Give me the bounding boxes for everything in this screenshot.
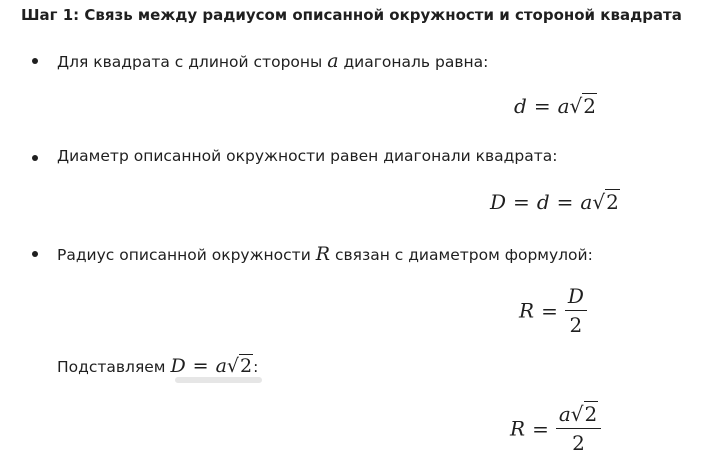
sqrt-symbol: √ (592, 190, 606, 214)
math-D: D (170, 355, 186, 377)
math-a: a (580, 190, 593, 214)
math-equals: = (556, 190, 574, 214)
substitute-colon: : (253, 358, 259, 376)
math-a: a (215, 355, 227, 377)
section-heading: Шаг 1: Связь между радиусом описанной окружности и стороной квадрата (21, 6, 682, 24)
fraction-denominator: 2 (569, 313, 583, 337)
math-d: d (514, 94, 527, 118)
item-3-text-after: связан с диаметром формулой: (334, 246, 593, 264)
sqrt-two (227, 355, 253, 377)
sqrt-symbol: √ (570, 402, 584, 426)
inline-formula-D-equals-a-sqrt2 (170, 355, 253, 377)
fraction-D-over-2 (565, 284, 587, 337)
fraction-numerator: D (565, 284, 587, 311)
radicand-two: 2 (584, 402, 598, 426)
math-equals: = (532, 416, 549, 441)
sqrt-two (571, 402, 598, 426)
fraction-numerator (556, 402, 601, 429)
formula-R-equals-D-over-2 (519, 284, 587, 337)
math-R: R (510, 416, 526, 441)
sqrt-two (592, 190, 619, 214)
bullet-dot (32, 58, 38, 64)
item-3-text (57, 243, 593, 265)
formula-d-equals-a-sqrt2 (514, 94, 597, 118)
bullet-dot (32, 155, 38, 161)
math-a: a (557, 94, 570, 118)
bullet-dot (32, 251, 38, 257)
radicand-two: 2 (583, 94, 596, 118)
var-R: R (315, 243, 331, 265)
substitute-text: Подставляем (57, 358, 166, 376)
item-3-text-before: Радиус описанной окружности (57, 246, 311, 264)
item-2-text: Диаметр описанной окружности равен диагонали квадрата: (57, 147, 558, 165)
item-1-text (57, 50, 488, 72)
math-equals: = (192, 355, 209, 377)
fraction-a-sqrt2-over-2 (556, 402, 601, 455)
math-equals: = (541, 298, 558, 323)
item-1-text-before: Для квадрата с длиной стороны (57, 53, 323, 71)
sqrt-two (570, 94, 597, 118)
highlight-underline (175, 377, 262, 383)
math-equals: = (533, 94, 551, 118)
math-D: D (490, 190, 507, 214)
math-a: a (558, 402, 571, 426)
formula-R-equals-a-sqrt2-over-2 (510, 402, 601, 455)
radicand-two: 2 (240, 355, 253, 377)
sqrt-symbol: √ (226, 355, 240, 377)
sqrt-symbol: √ (569, 94, 583, 118)
formula-D-equals-d-equals-a-sqrt2 (490, 190, 620, 214)
substitute-line (57, 355, 258, 377)
math-d: d (536, 190, 550, 214)
math-equals: = (513, 190, 530, 214)
radicand-two: 2 (606, 190, 619, 214)
math-R: R (519, 298, 535, 323)
item-1-text-after: диагональ равна: (343, 53, 489, 71)
fraction-denominator: 2 (572, 431, 585, 455)
var-a: a (327, 50, 339, 72)
